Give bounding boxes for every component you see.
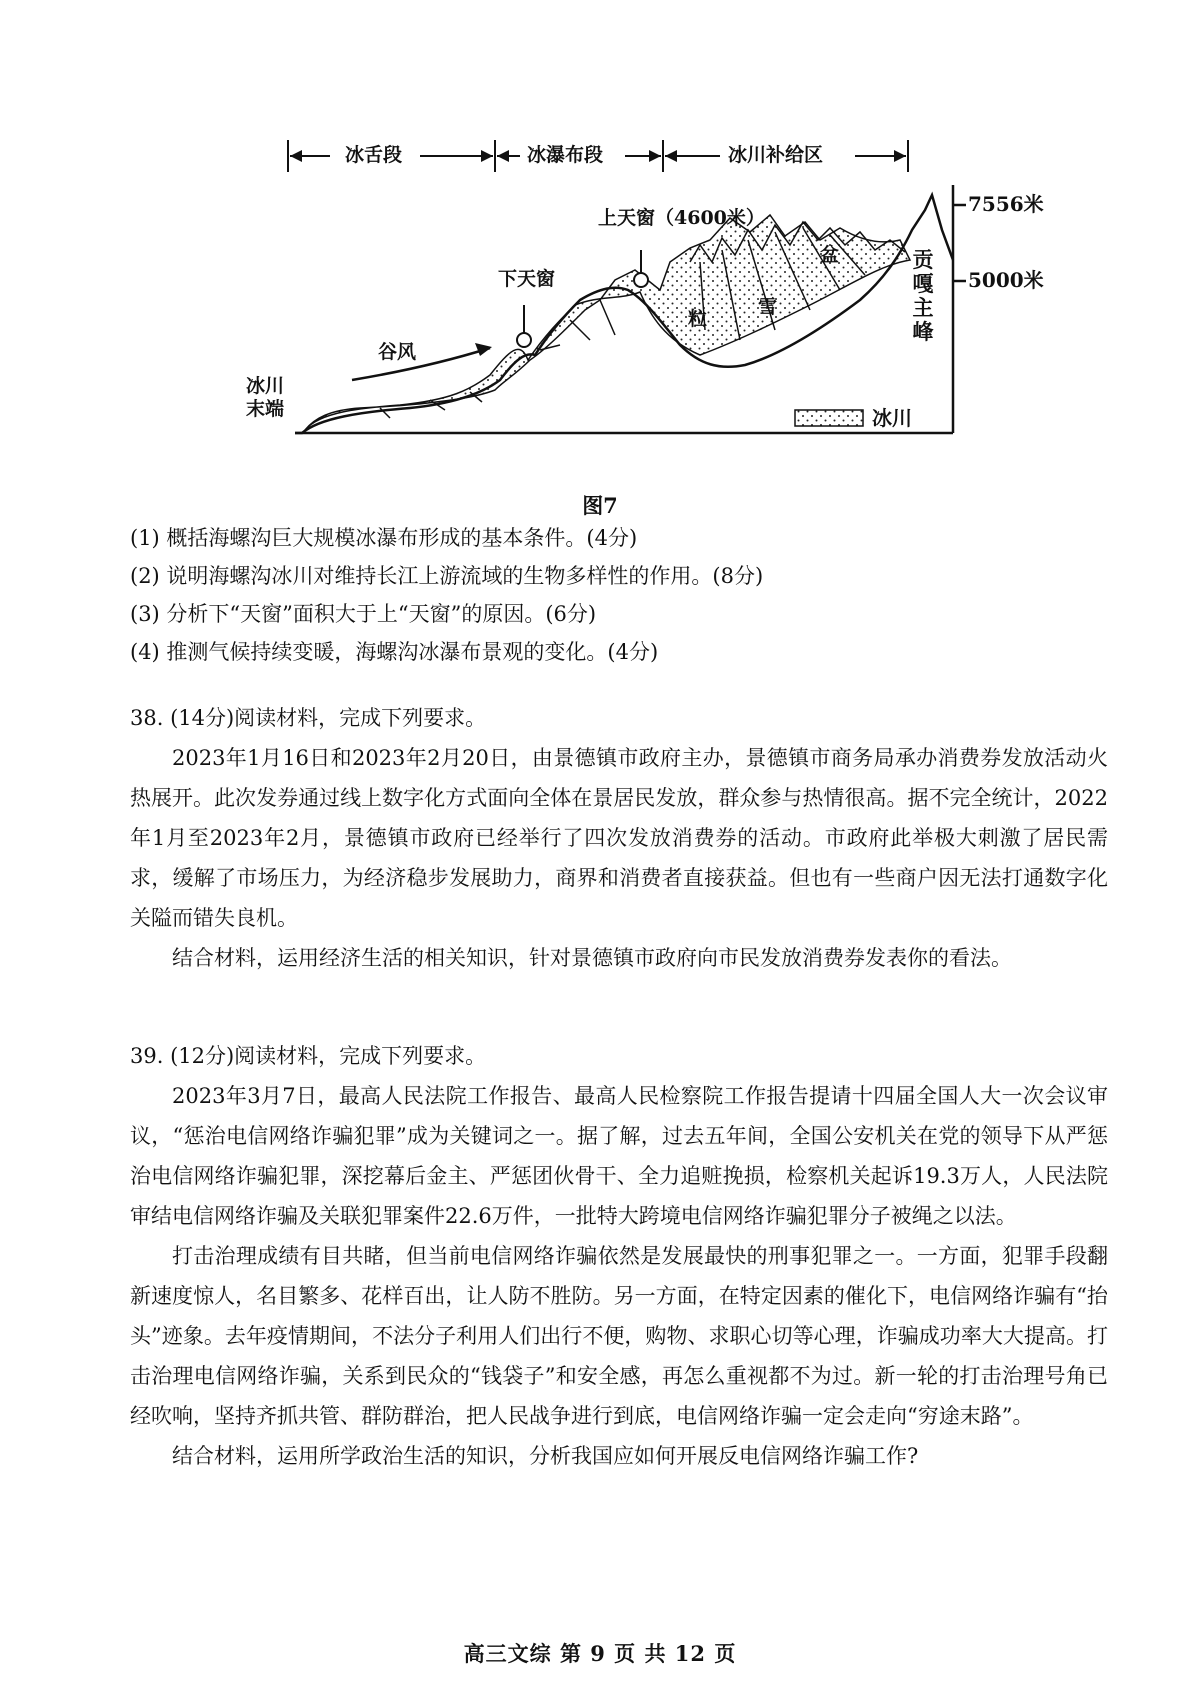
valley-wind-label: 谷风 xyxy=(378,341,417,363)
question-38-material: 2023年1月16日和2023年2月20日，由景德镇市政府主办，景德镇市商务局承办消费券发放活动火热展开。此次发券通过线上数字化方式面向全体在景居民发放，群众参与热情很高。据不完全统计，2022年1月至2023年2月，景德镇市政府已经举行了四次发放消费券的活动。市政府此举极大刺激了居民需求，缓解了市场压力，为经济稳步发展助力，商界和消费者直接获益。但也有一些商户因无法打通数字化关隘而错失良机。 xyxy=(130,746,1108,930)
segment-label-icefall: 冰瀑布段 xyxy=(527,144,604,166)
segment-label-accumulation: 冰川补给区 xyxy=(728,144,824,166)
elevation-label-low: 5000米 xyxy=(968,268,1044,292)
question-37-item-2: (2) 说明海螺沟冰川对维持长江上游流域的生物多样性的作用。(8分) xyxy=(130,564,764,588)
firn-basin-char-2: 雪 xyxy=(758,296,778,318)
upper-window-label: 上天窗（4600米） xyxy=(598,207,765,229)
glacier-profile-diagram xyxy=(0,0,1200,470)
ground-profile xyxy=(295,195,953,433)
question-39-prompt: 结合材料，运用所学政治生活的知识，分析我国应如何开展反电信网络诈骗工作? xyxy=(172,1444,919,1468)
firn-basin-char-1: 粒 xyxy=(688,308,708,330)
valley-wind-arrow xyxy=(352,348,490,380)
segment-label-tongue: 冰舌段 xyxy=(345,144,403,166)
question-39-material-1: 2023年3月7日，最高人民法院工作报告、最高人民检察院工作报告提请十四届全国人大一次会议审议，“惩治电信网络诈骗犯罪”成为关键词之一。据了解，过去五年间，全国公安机关在党的领导下从严惩治电信网络诈骗犯罪，深挖幕后金主、严惩团伙骨干、全力追赃挽损，检察机关起诉19.3万人，人民法院审结电信网络诈骗及关联犯罪案件22.6万件，一批特大跨境电信网络诈骗犯罪分子被绳之以法。 xyxy=(130,1084,1108,1228)
legend-swatch xyxy=(795,410,863,426)
legend-label: 冰川 xyxy=(872,406,912,430)
page-footer: 高三文综 第 9 页 共 12 页 xyxy=(463,1641,737,1666)
elevation-axis xyxy=(953,185,966,433)
figure-caption: 图7 xyxy=(582,493,618,518)
question-38 xyxy=(130,698,1108,978)
glacier-end-label-2: 末端 xyxy=(246,398,285,420)
peak-label: 贡嘎主峰 xyxy=(912,247,934,345)
question-37-item-1: (1) 概括海螺沟巨大规模冰瀑布形成的基本条件。(4分) xyxy=(130,526,638,550)
question-38-prompt: 结合材料，运用经济生活的相关知识，针对景德镇市政府向市民发放消费券发表你的看法。 xyxy=(172,946,1012,970)
glacier-end-label-1: 冰川 xyxy=(246,375,285,397)
question-37-item-3: (3) 分析下“天窗”面积大于上“天窗”的原因。(6分) xyxy=(130,602,597,626)
question-39-material-2: 打击治理成绩有目共睹，但当前电信网络诈骗依然是发展最快的刑事犯罪之一。一方面，犯罪手段翻新速度惊人，名目繁多、花样百出，让人防不胜防。另一方面，在特定因素的催化下，电信网络诈骗有“抬头”迹象。去年疫情期间，不法分子利用人们出行不便，购物、求职心切等心理，诈骗成功率大大提高。打击治理电信网络诈骗，关系到民众的“钱袋子”和安全感，再怎么重视都不为过。新一轮的打击治理号角已经吹响，坚持齐抓共管、群防群治，把人民战争进行到底，电信网络诈骗一定会走向“穷途末路”。 xyxy=(130,1244,1108,1428)
question-37-item-4: (4) 推测气候持续变暖，海螺沟冰瀑布景观的变化。(4分) xyxy=(130,640,659,664)
elevation-label-high: 7556米 xyxy=(968,192,1044,216)
firn-basin-char-3: 盆 xyxy=(820,244,840,266)
question-39-head: 39. (12分)阅读材料，完成下列要求。 xyxy=(130,1044,487,1068)
question-39 xyxy=(130,1036,1108,1476)
glacier-profile-figure xyxy=(0,0,1200,470)
lower-window-label: 下天窗 xyxy=(498,268,556,290)
question-38-head: 38. (14分)阅读材料，完成下列要求。 xyxy=(130,706,487,730)
